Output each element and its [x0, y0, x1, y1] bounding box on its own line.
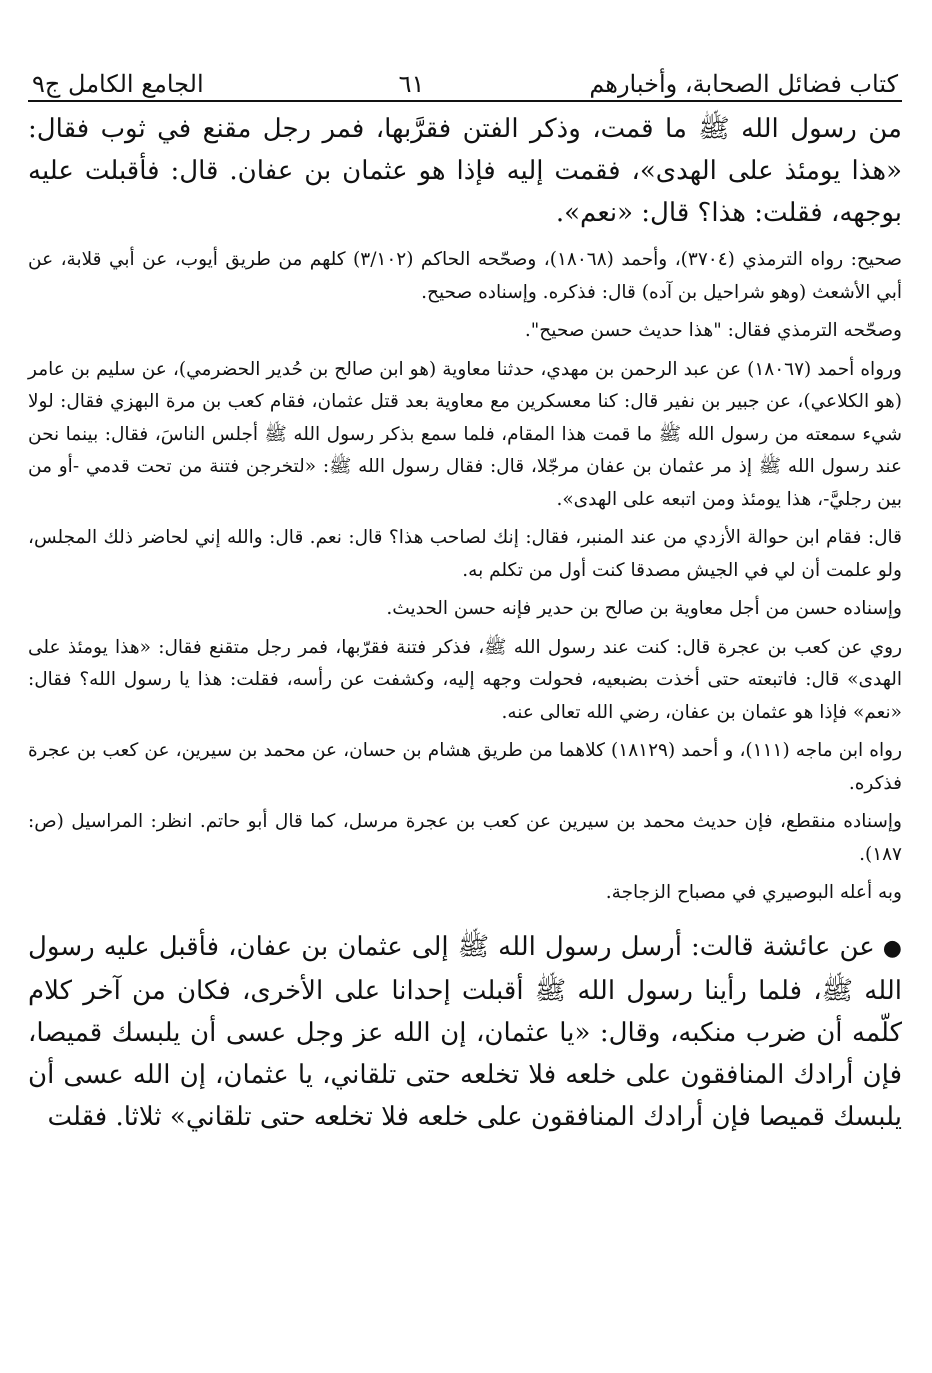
bullet-marker: ● [882, 935, 902, 961]
commentary-paragraph: وصحّحه الترمذي فقال: "هذا حديث حسن صحيح". [524, 320, 902, 341]
commentary-paragraph: وإسناده منقطع، فإن حديث محمد بن سيرين عن كعب بن عجرة مرسل، كما قال أبو حاتم. انظر: المراسيل (ص: ١٨٧). [28, 811, 902, 865]
book-page [28, 58, 902, 1358]
page-body [28, 102, 902, 1138]
header-chapter-title: كتاب فضائل الصحابة، وأخبارهم [589, 70, 898, 98]
hadith-paragraph [28, 926, 902, 1138]
hadith-text-continuation: من رسول الله ﷺ ما قمت، وذكر الفتن فقرَّبها، فمر رجل مقنع في ثوب فقال: «هذا يومئذ على الهدى»، فقمت إليه فإذا هو عثمان بن عفان. قال: فأقبلت عليه بوجهه، فقلت: هذا؟ قال: «نعم». [28, 114, 902, 228]
running-header [28, 58, 902, 102]
hadith-text: عن عائشة قالت: أرسل رسول الله ﷺ إلى عثمان بن عفان، فأقبل عليه رسول الله ﷺ، فلما رأينا رسول الله ﷺ أقبلت إحدانا على الأخرى، فكان من آخر كلام كلّمه أن ضرب منكبه، وقال: «يا عثمان، إن الله عز وجل عسى أن يلبسك قميصا، فإن أرادك المنافقون على خلعه فلا تخلعه حتى تلقاني، يا عثمان، إن الله عسى أن يلبسك قميصا فإن أرادك المنافقون على خلعه فلا تخلعه حتى تلقاني» ثلاثا. فقلت [28, 931, 902, 1132]
commentary-paragraph: رواه ابن ماجه (١١١)، و أحمد (١٨١٢٩) كلاهما من طريق هشام بن حسان، عن محمد بن سيرين، عن كعب بن عجرة فذكره. [28, 740, 902, 794]
header-book-title: الجامع الكامل ج٩ [32, 70, 204, 98]
commentary-paragraph: روي عن كعب بن عجرة قال: كنت عند رسول الله ﷺ، فذكر فتنة فقرّبها، فمر رجل متقنع فقال: «هذا يومئذ على الهدى» قال: فاتبعته حتى أخذت بضبعيه، فحولت وجهه إليه، وكشفت عن رأسه، فقلت: هذا يا رسول الله؟ فقال: «نعم» فإذا هو عثمان بن عفان، رضي الله تعالى عنه. [28, 636, 902, 723]
commentary-paragraph: ورواه أحمد (١٨٠٦٧) عن عبد الرحمن بن مهدي، حدثنا معاوية (هو ابن صالح بن حُدير الحضرمي)، عن سليم بن عامر (هو الكلاعي)، عن جبير بن نفير قال: كنا معسكرين مع معاوية بعد قتل عثمان، فقام كعب بن مرة البهزي فقال: لولا شيء سمعته من رسول الله ﷺ ما قمت هذا المقام، فلما سمع بذكر رسول الله ﷺ أجلس الناسَ، فقال: بينما نحن عند رسول الله ﷺ إذ مر عثمان بن عفان مرجّلا، قال: فقال رسول الله ﷺ: «لتخرجن فتنة من تحت قدمي -أو من بين رجليَّ-، هذا يومئذ ومن اتبعه على الهدى». [28, 358, 902, 510]
commentary-paragraph: قال: فقام ابن حوالة الأزدي من عند المنبر، فقال: إنك لصاحب هذا؟ قال: نعم. قال: والله إني لحاضر ذلك المجلس، ولو علمت أن لي في الجيش مصدقا كنت أول من تكلم به. [28, 527, 902, 581]
commentary-paragraph: وبه أعله البوصيري في مصباح الزجاجة. [605, 882, 902, 903]
commentary-paragraph: صحيح: رواه الترمذي (٣٧٠٤)، وأحمد (١٨٠٦٨)، وصحّحه الحاكم (٣/١٠٢) كلهم من طريق أيوب، عن أبي قلابة، عن أبي الأشعث (وهو شراحيل بن آده) قال: فذكره. وإسناده صحيح. [28, 249, 903, 303]
page-number: ٦١ [398, 70, 425, 98]
commentary-paragraph: وإسناده حسن من أجل معاوية بن صالح بن حدير فإنه حسن الحديث. [386, 598, 902, 619]
